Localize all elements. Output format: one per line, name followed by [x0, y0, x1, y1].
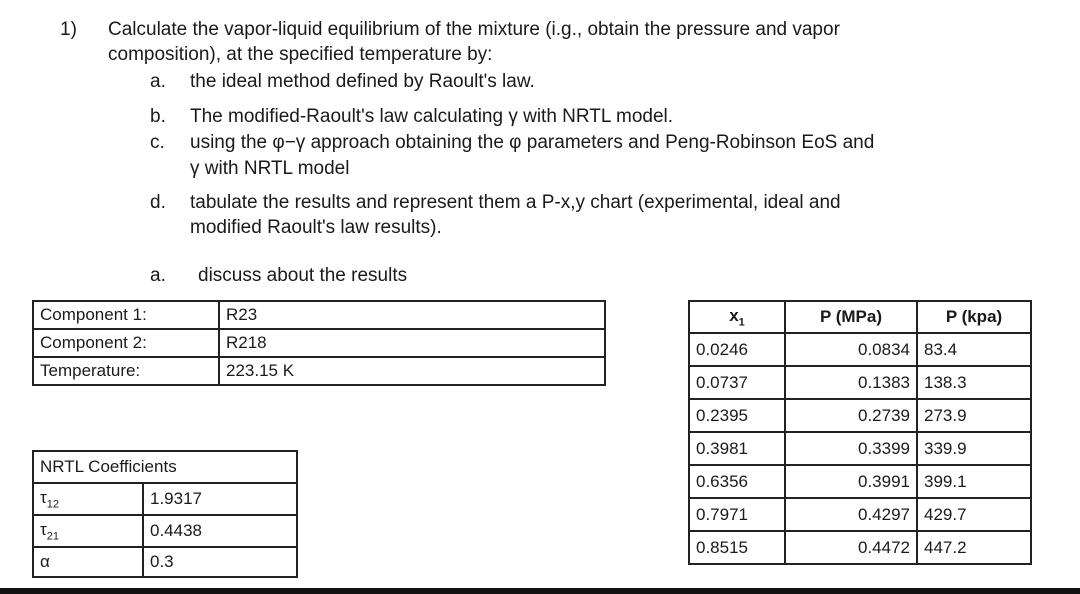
cell-x: 0.7971	[689, 498, 785, 531]
cell-p-kpa: 273.9	[917, 399, 1031, 432]
item-c-text: using the φ−γ approach obtaining the φ parameters and Peng-Robinson EoS and	[190, 132, 875, 153]
nrtl-title: NRTL Coefficients	[33, 451, 297, 483]
table-row	[689, 465, 1031, 498]
cell-p-mpa: 0.2739	[785, 399, 917, 432]
component-2-label: Component 2:	[33, 329, 219, 357]
table-header-row	[689, 301, 1031, 333]
cell-p-kpa: 339.9	[917, 432, 1031, 465]
component-1-label: Component 1:	[33, 301, 219, 329]
cell-x: 0.3981	[689, 432, 785, 465]
item-d-letter: d.	[150, 192, 166, 213]
cell-x: 0.6356	[689, 465, 785, 498]
item-a-text: the ideal method defined by Raoult's law.	[190, 71, 535, 92]
question-number: 1)	[60, 19, 77, 40]
tau12-symbol: $\tau_{12}$	[33, 483, 143, 515]
tau21-symbol: $\tau_{21}$	[33, 515, 143, 547]
cell-x: 0.2395	[689, 399, 785, 432]
item-b-text: The modified-Raoult's law calculating γ with NRTL model.	[190, 106, 674, 127]
cell-p-mpa: 0.4472	[785, 531, 917, 564]
tau12-value: 1.9317	[143, 483, 297, 515]
alpha-symbol: α	[33, 547, 143, 577]
cell-p-mpa: 0.3991	[785, 465, 917, 498]
item-d-text-2: modified Raoult's law results).	[190, 217, 442, 238]
table-row	[689, 333, 1031, 366]
header-x1: $x_1$	[689, 301, 785, 333]
cell-p-mpa: 0.4297	[785, 498, 917, 531]
tau21-value: 0.4438	[143, 515, 297, 547]
cell-x: 0.0737	[689, 366, 785, 399]
table-row	[33, 515, 297, 547]
alpha-value: 0.3	[143, 547, 297, 577]
cell-p-mpa: 0.3399	[785, 432, 917, 465]
table-row	[689, 498, 1031, 531]
item-a-letter: a.	[150, 71, 166, 92]
cell-x: 0.8515	[689, 531, 785, 564]
cell-x: 0.0246	[689, 333, 785, 366]
table-row	[689, 531, 1031, 564]
table-row	[689, 366, 1031, 399]
table-row	[689, 432, 1031, 465]
component-2-value: R218	[219, 329, 605, 357]
table-row	[33, 483, 297, 515]
table-row	[33, 301, 605, 329]
temperature-value: 223.15 K	[219, 357, 605, 385]
component-1-value: R23	[219, 301, 605, 329]
cell-p-kpa: 83.4	[917, 333, 1031, 366]
bottom-border	[0, 588, 1080, 594]
cell-p-kpa: 138.3	[917, 366, 1031, 399]
question-line-1: Calculate the vapor-liquid equilibrium of the mixture (i.g., obtain the pressure and vapor	[108, 19, 840, 40]
cell-p-kpa: 429.7	[917, 498, 1031, 531]
table-row	[33, 357, 605, 385]
item-e-text: discuss about the results	[198, 265, 408, 286]
header-p-kpa: P (kpa)	[917, 301, 1031, 333]
table-row	[33, 451, 297, 483]
item-b-letter: b.	[150, 106, 166, 127]
experimental-table	[688, 300, 1032, 565]
table-row	[33, 329, 605, 357]
cell-p-mpa: 0.1383	[785, 366, 917, 399]
table-row	[33, 547, 297, 577]
item-c-letter: c.	[150, 132, 165, 153]
cell-p-kpa: 399.1	[917, 465, 1031, 498]
question-line-2: composition), at the specified temperature by:	[108, 44, 493, 65]
header-p-mpa: P (MPa)	[785, 301, 917, 333]
nrtl-table	[32, 450, 298, 578]
cell-p-kpa: 447.2	[917, 531, 1031, 564]
components-table	[32, 300, 606, 386]
item-e-letter: a.	[150, 265, 166, 286]
item-d-text: tabulate the results and represent them a P-x,y chart (experimental, ideal and	[190, 192, 841, 213]
cell-p-mpa: 0.0834	[785, 333, 917, 366]
table-row	[689, 399, 1031, 432]
item-c-text-2: γ with NRTL model	[190, 158, 350, 179]
temperature-label: Temperature:	[33, 357, 219, 385]
